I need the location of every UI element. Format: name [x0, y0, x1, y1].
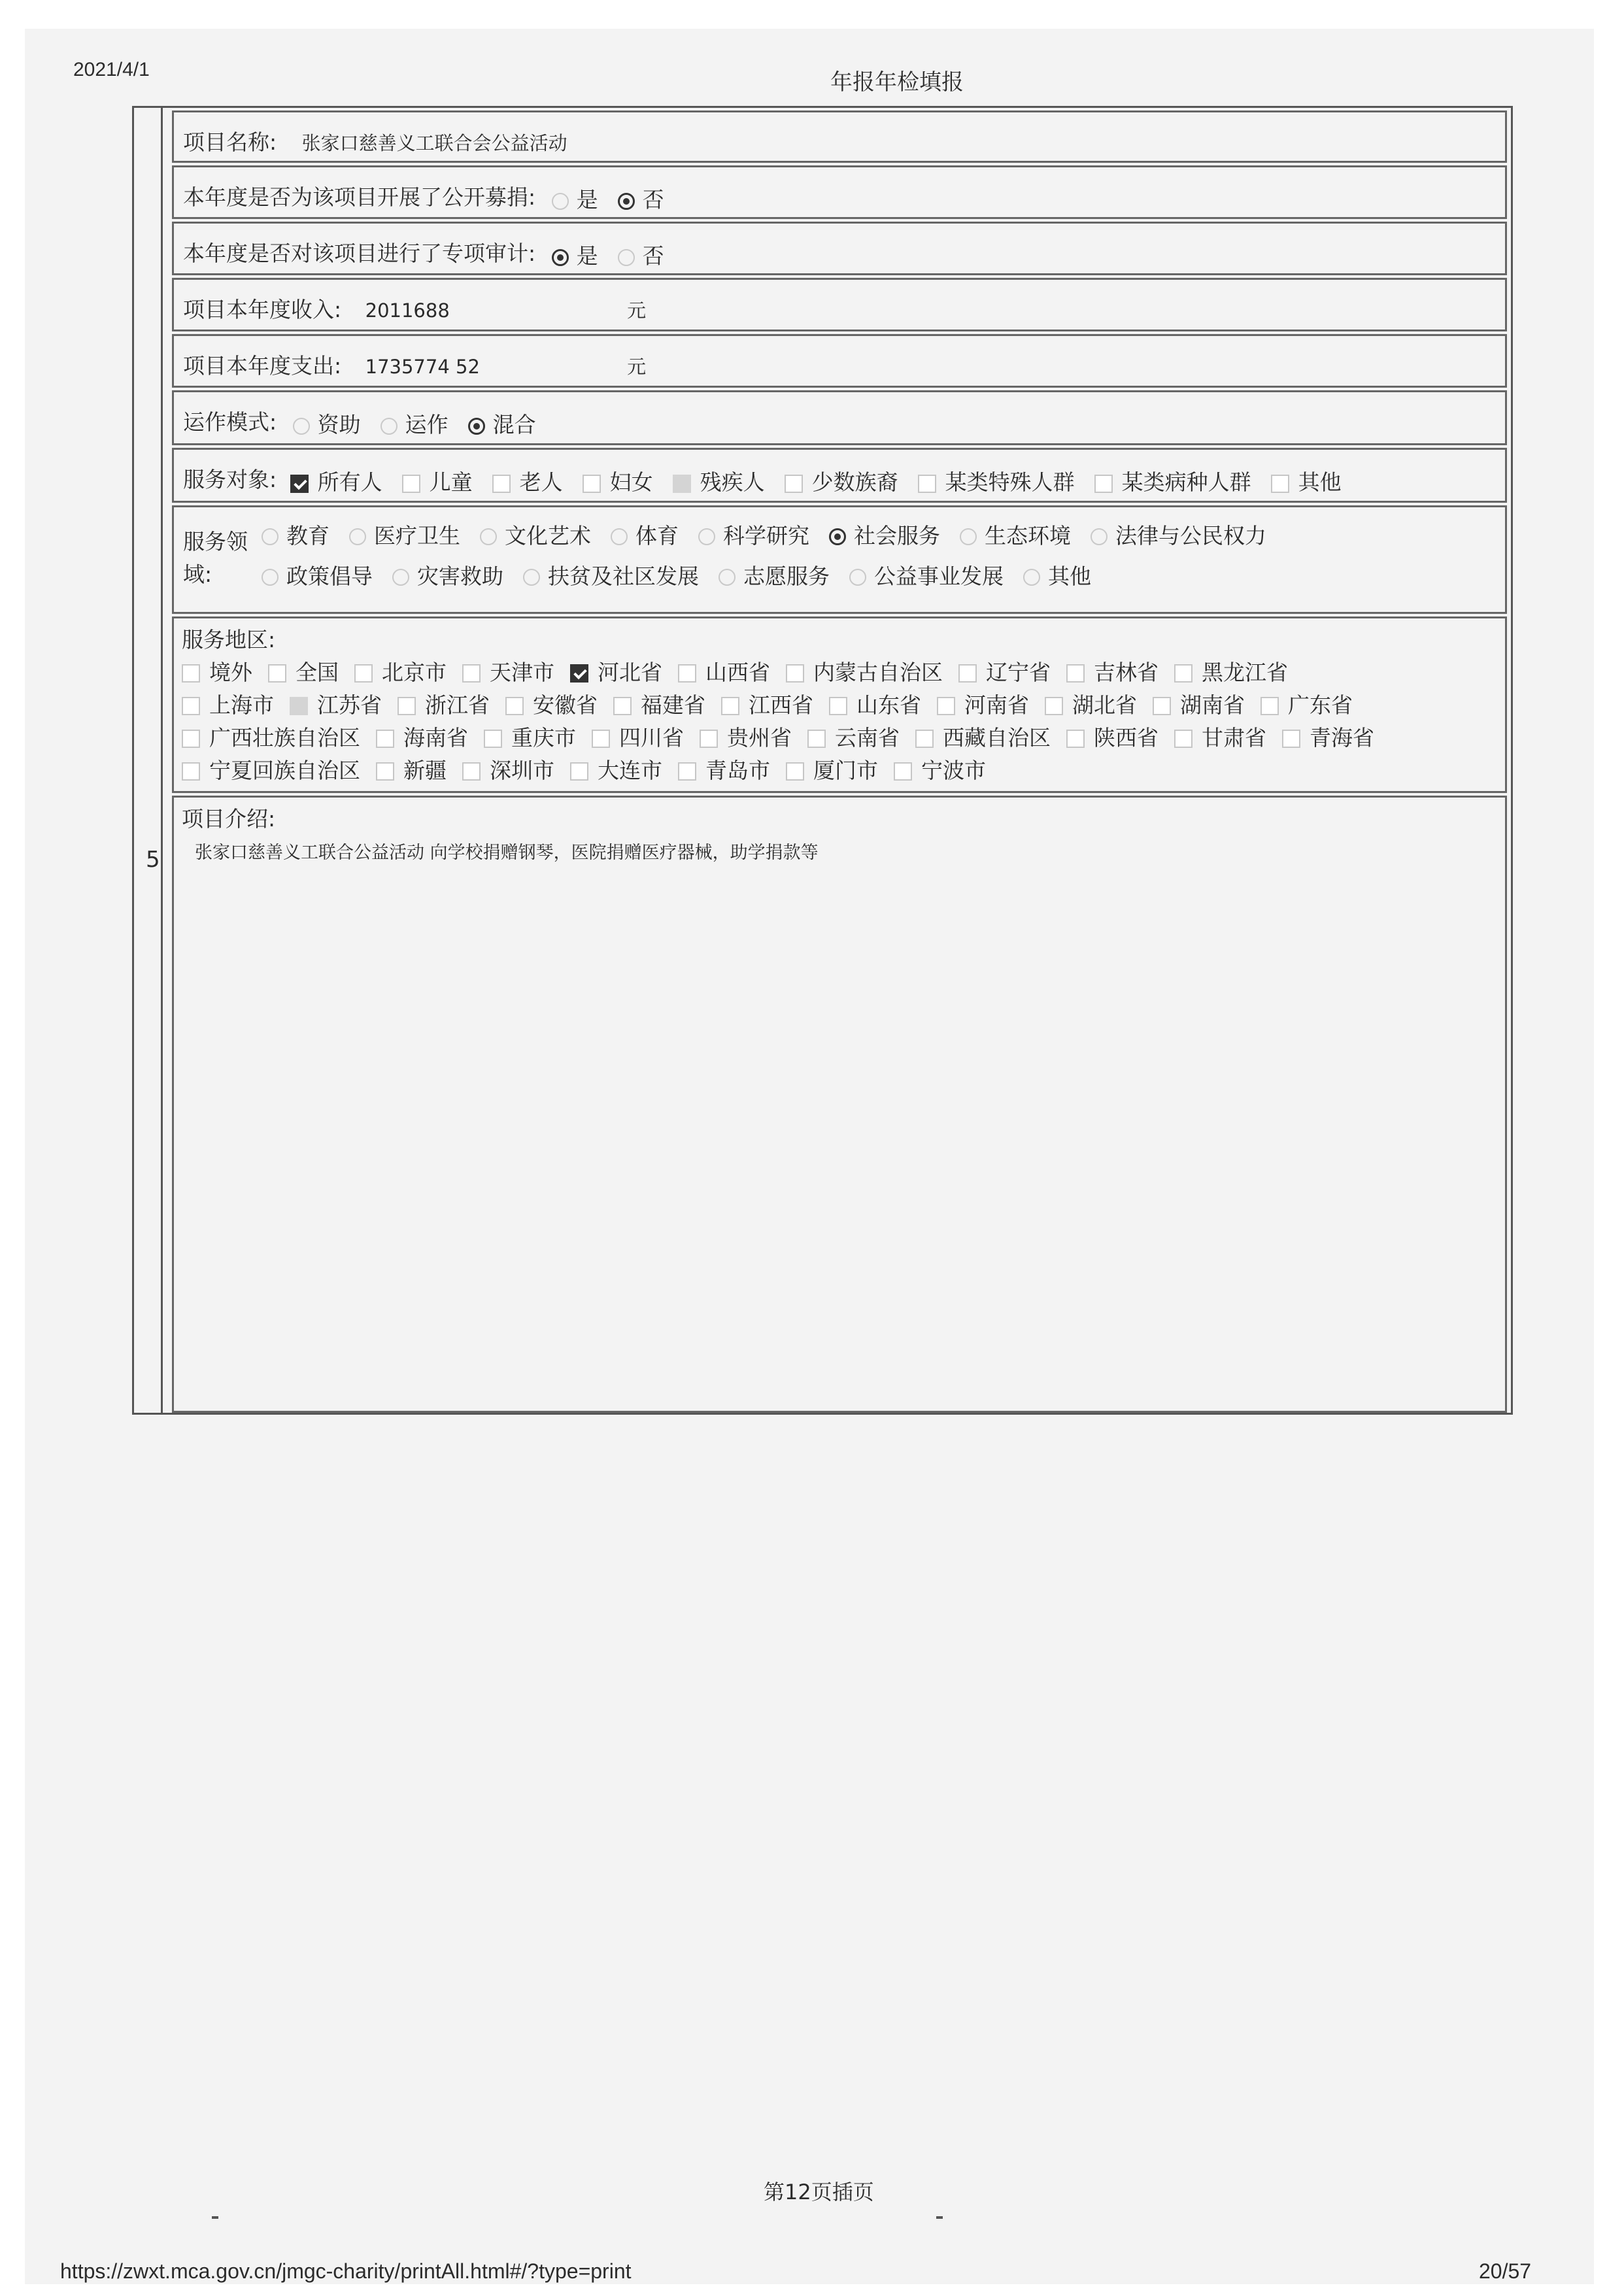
option-label: 河北省 [598, 659, 662, 685]
checkbox[interactable] [613, 697, 632, 715]
service-region-option[interactable] [268, 656, 339, 689]
checkbox[interactable] [376, 730, 394, 748]
service-region-option[interactable] [786, 656, 943, 689]
option-label: 生态环境 [985, 522, 1071, 548]
service-region-option[interactable] [1174, 656, 1288, 689]
checkbox[interactable] [376, 762, 394, 781]
checkbox[interactable] [268, 664, 286, 683]
service-region-option[interactable] [678, 754, 770, 787]
option-label: 某类特殊人群 [945, 469, 1075, 495]
checkbox [673, 475, 691, 493]
region-line [182, 753, 1390, 786]
option-label: 江苏省 [317, 692, 382, 718]
option-label: 混合 [492, 412, 536, 437]
public-fundraising-row [172, 165, 1507, 219]
checkbox[interactable] [1271, 475, 1289, 493]
service-field-option[interactable] [262, 518, 330, 554]
option-label: 福建省 [641, 692, 705, 718]
option-label: 法律与公民权力 [1115, 522, 1266, 548]
page-counter: 20/57 [1479, 2259, 1532, 2283]
service-target-option[interactable] [785, 465, 898, 496]
service-region-option[interactable] [678, 656, 770, 689]
checkbox[interactable] [1066, 730, 1085, 748]
public-fundraising-label: 本年度是否为该项目开展了公开募捐: [183, 184, 536, 210]
service-region-option[interactable] [915, 722, 1051, 754]
option-label: 甘肃省 [1202, 724, 1266, 751]
row-number: 5 [146, 847, 160, 873]
checkbox[interactable] [182, 664, 200, 683]
checkbox[interactable] [402, 475, 420, 493]
option-label: 科学研究 [723, 522, 809, 548]
checkbox[interactable] [829, 697, 847, 715]
option-label: 宁波市 [921, 757, 986, 783]
radio-button[interactable] [392, 569, 409, 586]
service-region-option[interactable] [398, 689, 490, 722]
service-field-option[interactable] [849, 557, 1004, 596]
income-row [172, 278, 1507, 331]
service-region-option[interactable] [376, 754, 447, 787]
option-label: 少数族裔 [811, 469, 898, 495]
option-label: 辽宁省 [986, 659, 1051, 685]
service-fields-line2 [262, 556, 1286, 595]
special-audit-option[interactable] [618, 239, 664, 270]
checkbox[interactable] [1066, 664, 1085, 683]
service-region-option[interactable] [462, 656, 554, 689]
option-label: 天津市 [490, 659, 554, 685]
option-label: 厦门市 [813, 757, 878, 783]
service-fields-row [172, 505, 1507, 614]
radio-button[interactable] [523, 569, 540, 586]
checkbox[interactable] [678, 664, 696, 683]
public-fundraising-option[interactable] [552, 183, 598, 214]
region-line [182, 720, 1390, 753]
service-fields-label-line1: 服务领 [183, 529, 248, 554]
service-region-option[interactable] [182, 722, 360, 754]
checkbox[interactable] [290, 475, 309, 493]
option-label: 深圳市 [490, 757, 554, 783]
operation-mode-label: 运作模式: [183, 409, 277, 435]
checkbox[interactable] [182, 762, 200, 781]
option-label: 运作 [405, 412, 448, 437]
option-label: 公益事业发展 [874, 563, 1004, 589]
service-region-option[interactable] [1153, 689, 1245, 722]
service-target-option[interactable] [918, 465, 1075, 496]
checkbox[interactable] [182, 697, 200, 715]
radio-button[interactable] [698, 528, 715, 545]
radio-button[interactable] [849, 569, 866, 586]
special-audit-label: 本年度是否对该项目进行了专项审计: [183, 241, 536, 266]
radio-button[interactable] [611, 528, 628, 545]
service-region-option[interactable] [613, 689, 705, 722]
checkbox[interactable] [505, 697, 524, 715]
option-label: 四川省 [619, 724, 684, 751]
radio-button[interactable] [960, 528, 977, 545]
option-label: 上海市 [209, 692, 274, 718]
option-label: 云南省 [835, 724, 900, 751]
option-label: 是 [576, 187, 598, 212]
option-label: 河南省 [964, 692, 1029, 718]
option-label: 安徽省 [533, 692, 598, 718]
service-region-option[interactable] [1282, 722, 1374, 754]
service-region-option[interactable] [700, 722, 792, 754]
income-value: 2011688 [365, 299, 450, 322]
service-target-option[interactable] [1271, 465, 1342, 496]
expense-label: 项目本年度支出: [183, 353, 342, 379]
service-regions-options [182, 655, 1390, 786]
row-number-column [134, 108, 163, 1413]
option-label: 扶贫及社区发展 [548, 563, 699, 589]
service-field-option[interactable] [523, 557, 699, 596]
option-label: 医疗卫生 [374, 522, 460, 548]
service-region-option[interactable] [958, 656, 1051, 689]
option-label: 海南省 [403, 724, 468, 751]
checkbox[interactable] [1174, 730, 1193, 748]
checkbox[interactable] [1094, 475, 1113, 493]
checkbox[interactable] [354, 664, 373, 683]
region-line [182, 655, 1390, 688]
service-field-option[interactable] [262, 557, 373, 596]
service-field-option[interactable] [1091, 518, 1266, 554]
option-label: 重庆市 [511, 724, 576, 751]
public-fundraising-options [552, 184, 684, 210]
option-label: 广西壮族自治区 [209, 724, 360, 751]
option-label: 是 [576, 243, 598, 269]
radio-button[interactable] [381, 418, 398, 435]
checkbox[interactable] [786, 664, 804, 683]
service-region-option[interactable] [182, 656, 252, 689]
service-field-option[interactable] [480, 518, 591, 554]
service-field-option[interactable] [349, 518, 460, 554]
special-audit-row [172, 222, 1507, 275]
service-region-option[interactable] [1066, 656, 1159, 689]
service-region-option[interactable] [721, 689, 813, 722]
radio-button[interactable] [719, 569, 736, 586]
checkbox [290, 697, 308, 715]
checkbox[interactable] [1153, 697, 1171, 715]
option-label: 北京市 [382, 659, 447, 685]
service-field-option[interactable] [829, 518, 940, 554]
service-region-option[interactable] [1066, 722, 1159, 754]
service-region-option [290, 689, 382, 722]
checkbox[interactable] [570, 762, 588, 781]
option-label: 某类病种人群 [1121, 469, 1251, 495]
service-region-option[interactable] [462, 754, 554, 787]
option-label: 湖南省 [1180, 692, 1245, 718]
option-label: 教育 [286, 522, 330, 548]
radio-button[interactable] [1091, 528, 1108, 545]
checkbox[interactable] [785, 475, 803, 493]
radio-button[interactable] [1023, 569, 1040, 586]
operation-mode-row [172, 390, 1507, 445]
project-form [132, 106, 1513, 1415]
service-field-option[interactable] [698, 518, 809, 554]
checkbox[interactable] [592, 730, 610, 748]
radio-button[interactable] [262, 528, 279, 545]
radio-button[interactable] [552, 249, 569, 266]
option-label: 大连市 [598, 757, 662, 783]
operation-mode-options [293, 409, 556, 435]
radio-button[interactable] [618, 249, 635, 266]
option-label: 社会服务 [854, 522, 940, 548]
checkbox[interactable] [583, 475, 601, 493]
option-label: 境外 [209, 659, 252, 685]
service-region-option[interactable] [182, 689, 274, 722]
service-target-option[interactable] [1094, 465, 1251, 496]
radio-button[interactable] [468, 418, 485, 435]
checkbox[interactable] [894, 762, 912, 781]
radio-button[interactable] [618, 193, 635, 210]
service-field-option[interactable] [960, 518, 1071, 554]
option-label: 否 [642, 243, 664, 269]
income-label: 项目本年度收入: [183, 297, 342, 322]
expense-unit: 元 [627, 356, 647, 378]
service-region-option[interactable] [786, 754, 878, 787]
service-region-option[interactable] [354, 656, 447, 689]
service-field-option[interactable] [611, 518, 679, 554]
checkbox[interactable] [1282, 730, 1300, 748]
option-label: 所有人 [317, 469, 382, 495]
checkbox[interactable] [1045, 697, 1063, 715]
checkbox[interactable] [958, 664, 977, 683]
radio-button[interactable] [262, 569, 279, 586]
page-insert-label: 第12页插页 [764, 2180, 874, 2204]
option-label: 陕西省 [1094, 724, 1159, 751]
service-region-option[interactable] [505, 689, 598, 722]
project-name-value: 张家口慈善义工联合会公益活动 [301, 132, 567, 154]
radio-button[interactable] [293, 418, 310, 435]
introduction-row [172, 796, 1507, 1413]
option-label: 资助 [317, 412, 361, 437]
checkbox[interactable] [915, 730, 934, 748]
option-label: 广东省 [1288, 692, 1353, 718]
service-region-option[interactable] [937, 689, 1029, 722]
service-field-option[interactable] [392, 557, 503, 596]
option-label: 志愿服务 [743, 563, 830, 589]
radio-button[interactable] [552, 193, 569, 210]
option-label: 吉林省 [1094, 659, 1159, 685]
option-label: 体育 [635, 522, 679, 548]
region-line [182, 688, 1390, 720]
income-unit: 元 [627, 299, 647, 322]
checkbox[interactable] [937, 697, 955, 715]
operation-mode-option[interactable] [293, 408, 361, 439]
checkbox[interactable] [918, 475, 936, 493]
service-region-option[interactable] [1174, 722, 1266, 754]
option-label: 否 [642, 187, 664, 212]
service-targets-options [290, 467, 1361, 495]
service-regions-label: 服务地区: [182, 627, 276, 652]
special-audit-option[interactable] [552, 239, 598, 270]
checkbox[interactable] [807, 730, 826, 748]
checkbox[interactable] [700, 730, 718, 748]
project-name-row [172, 110, 1507, 163]
service-region-option[interactable] [592, 722, 684, 754]
service-region-option[interactable] [570, 656, 662, 689]
expense-row [172, 334, 1507, 388]
service-region-option[interactable] [1260, 689, 1353, 722]
option-label: 山西省 [705, 659, 770, 685]
option-label: 贵州省 [727, 724, 792, 751]
option-label: 黑龙江省 [1202, 659, 1288, 685]
option-label: 宁夏回族自治区 [209, 757, 360, 783]
special-audit-options [552, 241, 684, 269]
service-field-option[interactable] [1023, 557, 1091, 596]
service-region-option[interactable] [570, 754, 662, 787]
option-label: 政策倡导 [286, 563, 373, 589]
radio-button[interactable] [349, 528, 366, 545]
radio-button[interactable] [480, 528, 497, 545]
option-label: 新疆 [403, 757, 447, 783]
service-target-option[interactable] [402, 465, 473, 496]
option-label: 青海省 [1310, 724, 1374, 751]
service-region-option[interactable] [182, 754, 360, 787]
option-label: 江西省 [749, 692, 813, 718]
introduction-text: 张家口慈善义工联合公益活动 向学校捐赠钢琴，医院捐赠医疗器械，助学捐款等 [195, 843, 819, 863]
service-region-option[interactable] [829, 689, 921, 722]
checkbox[interactable] [1260, 697, 1279, 715]
option-label: 残疾人 [700, 469, 765, 495]
option-label: 老人 [519, 469, 563, 495]
service-region-option[interactable] [894, 754, 986, 787]
service-region-option[interactable] [376, 722, 468, 754]
service-field-option[interactable] [719, 557, 830, 596]
page-url: https://zwxt.mca.gov.cn/jmgc-charity/printAll.html#/?type=print [60, 2259, 632, 2283]
option-label: 其他 [1298, 469, 1342, 495]
checkbox[interactable] [462, 762, 481, 781]
checkbox[interactable] [721, 697, 739, 715]
service-region-option[interactable] [807, 722, 900, 754]
service-region-option[interactable] [484, 722, 576, 754]
expense-value: 1735774 52 [365, 356, 480, 378]
service-target-option[interactable] [583, 465, 653, 496]
page-title: 年报年检填报 [830, 69, 964, 95]
introduction-label: 项目介绍: [182, 806, 276, 832]
service-target-option[interactable] [290, 465, 382, 496]
radio-button[interactable] [829, 528, 846, 545]
service-targets-label: 服务对象: [183, 467, 277, 492]
service-regions-row [172, 616, 1507, 793]
operation-mode-option[interactable] [381, 408, 448, 439]
service-target-option[interactable] [492, 465, 563, 496]
service-fields-label-line2: 域: [183, 562, 212, 587]
checkbox[interactable] [398, 697, 416, 715]
option-label: 浙江省 [425, 692, 490, 718]
option-label: 其他 [1048, 563, 1091, 589]
option-label: 青岛市 [705, 757, 770, 783]
checkbox[interactable] [678, 762, 696, 781]
scan-mark [936, 2216, 943, 2219]
scan-mark [212, 2216, 218, 2219]
checkbox[interactable] [462, 664, 481, 683]
print-date: 2021/4/1 [73, 59, 150, 80]
checkbox[interactable] [484, 730, 502, 748]
checkbox[interactable] [492, 475, 511, 493]
option-label: 妇女 [609, 469, 653, 495]
option-label: 山东省 [856, 692, 921, 718]
checkbox[interactable] [570, 664, 588, 683]
service-fields-line1 [262, 516, 1286, 556]
service-targets-row [172, 448, 1507, 503]
service-region-option[interactable] [1045, 689, 1137, 722]
checkbox[interactable] [182, 730, 200, 748]
operation-mode-option[interactable] [468, 408, 536, 439]
checkbox[interactable] [1174, 664, 1193, 683]
option-label: 全国 [296, 659, 339, 685]
public-fundraising-option[interactable] [618, 183, 664, 214]
option-label: 西藏自治区 [943, 724, 1051, 751]
project-name-label: 项目名称: [183, 129, 277, 155]
option-label: 内蒙古自治区 [813, 659, 943, 685]
option-label: 灾害救助 [417, 563, 503, 589]
option-label: 湖北省 [1072, 692, 1137, 718]
option-label: 文化艺术 [505, 522, 591, 548]
service-target-option [673, 465, 765, 496]
checkbox[interactable] [786, 762, 804, 781]
option-label: 儿童 [429, 469, 473, 495]
